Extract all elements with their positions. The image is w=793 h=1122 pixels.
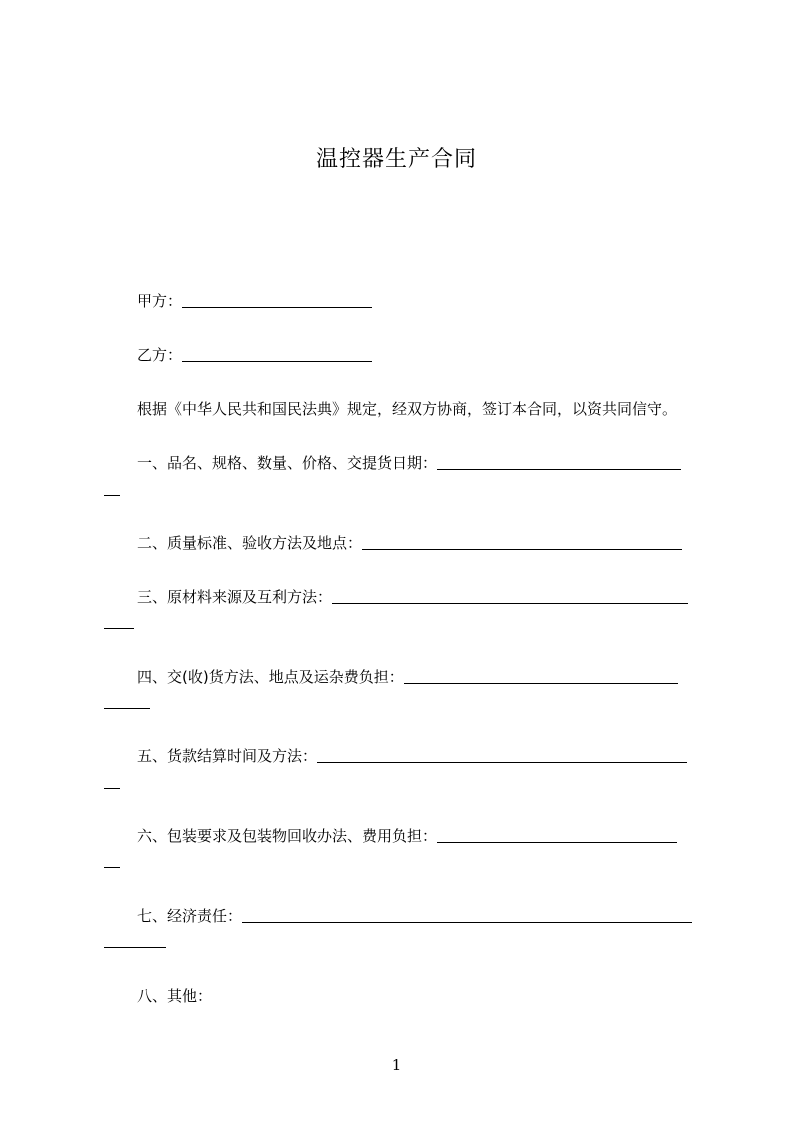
party-b-label: 乙方： [137,346,183,364]
clause-4-blank[interactable] [404,668,678,684]
clause-5-blank-continued[interactable] [104,787,120,789]
clause-6-blank[interactable] [437,827,677,843]
clause-6-blank-continued[interactable] [104,866,120,868]
clause-2-blank[interactable] [362,534,682,550]
clause-3-label: 三、原材料来源及互利方法： [137,588,333,606]
clause-7-label: 七、经济责任： [137,907,243,925]
clause-3-blank-continued[interactable] [104,627,134,629]
clause-6 [137,826,677,846]
clause-4-blank-continued[interactable] [104,707,150,709]
clause-6-label: 六、包装要求及包装物回收办法、费用负担： [137,827,438,845]
clause-1-blank-continued[interactable] [104,494,120,496]
clause-4-label: 四、交(收)货方法、地点及运杂费负担： [137,668,404,686]
clause-4 [137,667,678,687]
clause-5-blank[interactable] [317,747,687,763]
party-a-label: 甲方： [137,292,183,310]
clause-1-blank[interactable] [437,454,681,470]
clause-8: 八、其他： [137,987,213,1005]
party-a-blank[interactable] [182,292,372,308]
clause-2 [137,533,682,553]
clause-7 [137,906,692,926]
party-a-line [137,291,372,311]
clause-2-label: 二、质量标准、验收方法及地点： [137,534,363,552]
party-b-line [137,345,372,365]
page-number: 1 [391,1056,402,1074]
clause-5 [137,746,687,766]
clause-5-label: 五、货款结算时间及方法： [137,747,318,765]
clause-7-blank-continued[interactable] [104,946,166,948]
clause-3-blank[interactable] [332,588,688,604]
clause-3 [137,587,688,607]
document-title: 温控器生产合同 [315,147,477,172]
preamble: 根据《中华人民共和国民法典》规定，经双方协商，签订本合同，以资共同信守。 [137,400,678,418]
clause-1 [137,453,681,473]
clause-1-label: 一、品名、规格、数量、价格、交提货日期： [137,454,438,472]
clause-7-blank[interactable] [242,907,692,923]
party-b-blank[interactable] [182,346,372,362]
